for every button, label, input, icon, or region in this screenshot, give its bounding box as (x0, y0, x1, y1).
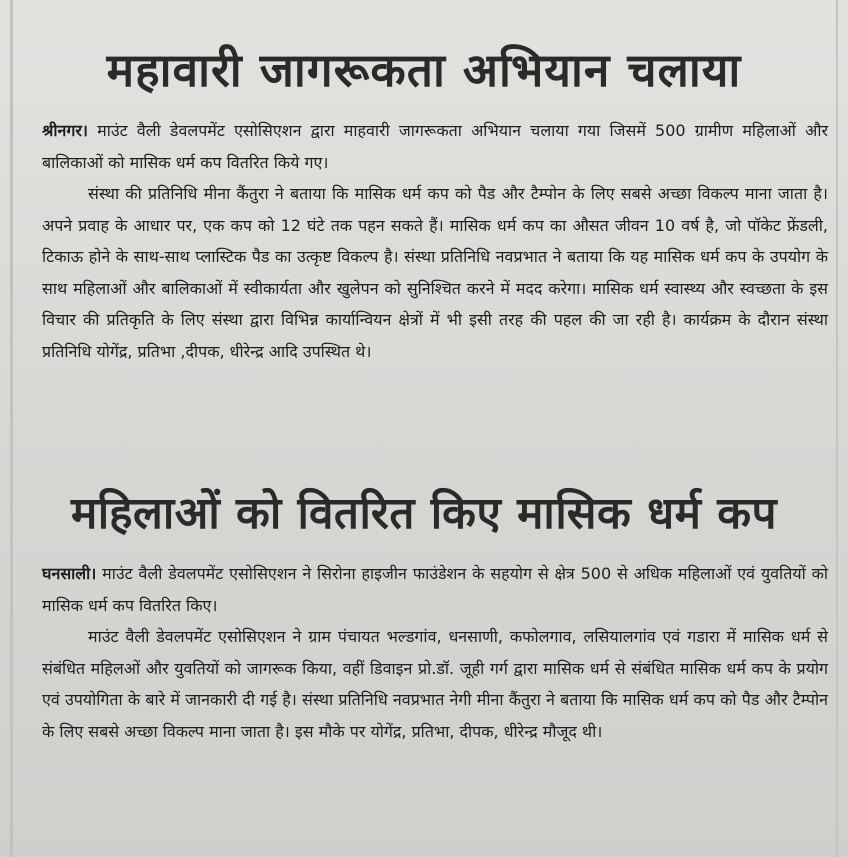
article2-lead-paragraph (42, 558, 828, 621)
article2-dateline: घनसाली। (42, 564, 97, 583)
article2-headline: महिलाओं को वितरित किए मासिक धर्म कप (70, 488, 778, 539)
article1-lead-paragraph (42, 115, 828, 178)
article1-dateline: श्रीनगर। (42, 121, 88, 140)
paper-fold-left (10, 0, 13, 857)
article1-lead-text: माउंट वैली डेवलपमेंट एसोसिएशन द्वारा माहवारी जागरूकता अभियान चलाया गया जिसमें 500 ग्रामीण महिलाओं और बालिकाओं को मासिक धर्म कप वितरित किये गए। (42, 121, 828, 172)
article1-body-paragraph: संस्था की प्रतिनिधि मीना कैंतुरा ने बताया कि मासिक धर्म कप को पैड और टैम्पोन के लिए सबसे अच्छा विकल्प माना जाता है। अपने प्रवाह के आधार पर, एक कप को 12 घंटे तक पहन सकते हैं। मासिक धर्म कप का औसत जीवन 10 वर्ष है, जो पॉकेट फ्रेंडली, टिकाऊ होने के साथ-साथ प्लास्टिक पैड का उत्कृष्ट विकल्प है। संस्था प्रतिनिधि नवप्रभात ने बताया कि यह मासिक धर्म कप के उपयोग के साथ महिलाओं और बालिकाओं में स्वीकार्यता और खुलेपन को सुनिश्चित करने में मदद करेगा। मासिक धर्म स्वास्थ्य और स्वच्छता के इस विचार की प्रतिकृति के लिए संस्था द्वारा विभिन्न कार्यान्वियन क्षेत्रों में भी इसी तरह की पहल की जा रही है। कार्यक्रम के दौरान संस्था प्रतिनिधि योगेंद्र, प्रतिभा ,दीपक, धीरेन्द्र आदि उपस्थित थे। (42, 184, 828, 361)
article2-lead-text: माउंट वैली डेवलपमेंट एसोसिएशन ने सिरोना हाइजीन फाउंडेशन के सहयोग से क्षेत्र 500 से अधिक महिलाओं एवं युवतियों को मासिक धर्म कप वितरित किए। (42, 564, 828, 615)
article2-body-paragraph: माउंट वैली डेवलपमेंट एसोसिएशन ने ग्राम पंचायत भल्डगांव, धनसाणी, कफोलगाव, लसियालगांव एवं गडारा में मासिक धर्म से संबंधित महिलओं और युवतियों को जागरूक किया, वहीं डिवाइन प्रो.डॉ. जूही गर्ग द्वारा मासिक धर्म से संबंधित मासिक धर्म कप के प्रयोग एवं उपयोगिता के बारे में जानकारी दी गई है। संस्था प्रतिनिधि नवप्रभात नेगी मीना कैंतुरा ने बताया कि मासिक धर्म कप को पैड और टैम्पोन के लिए सबसे अच्छा विकल्प माना जाता है। इस मौके पर योगेंद्र, प्रतिभा, दीपक, धीरेन्द्र मौजूद थी। (42, 627, 828, 741)
paper-fold-right (836, 0, 838, 857)
article1-headline: महावारी जागरूकता अभियान चलाया (106, 43, 742, 97)
